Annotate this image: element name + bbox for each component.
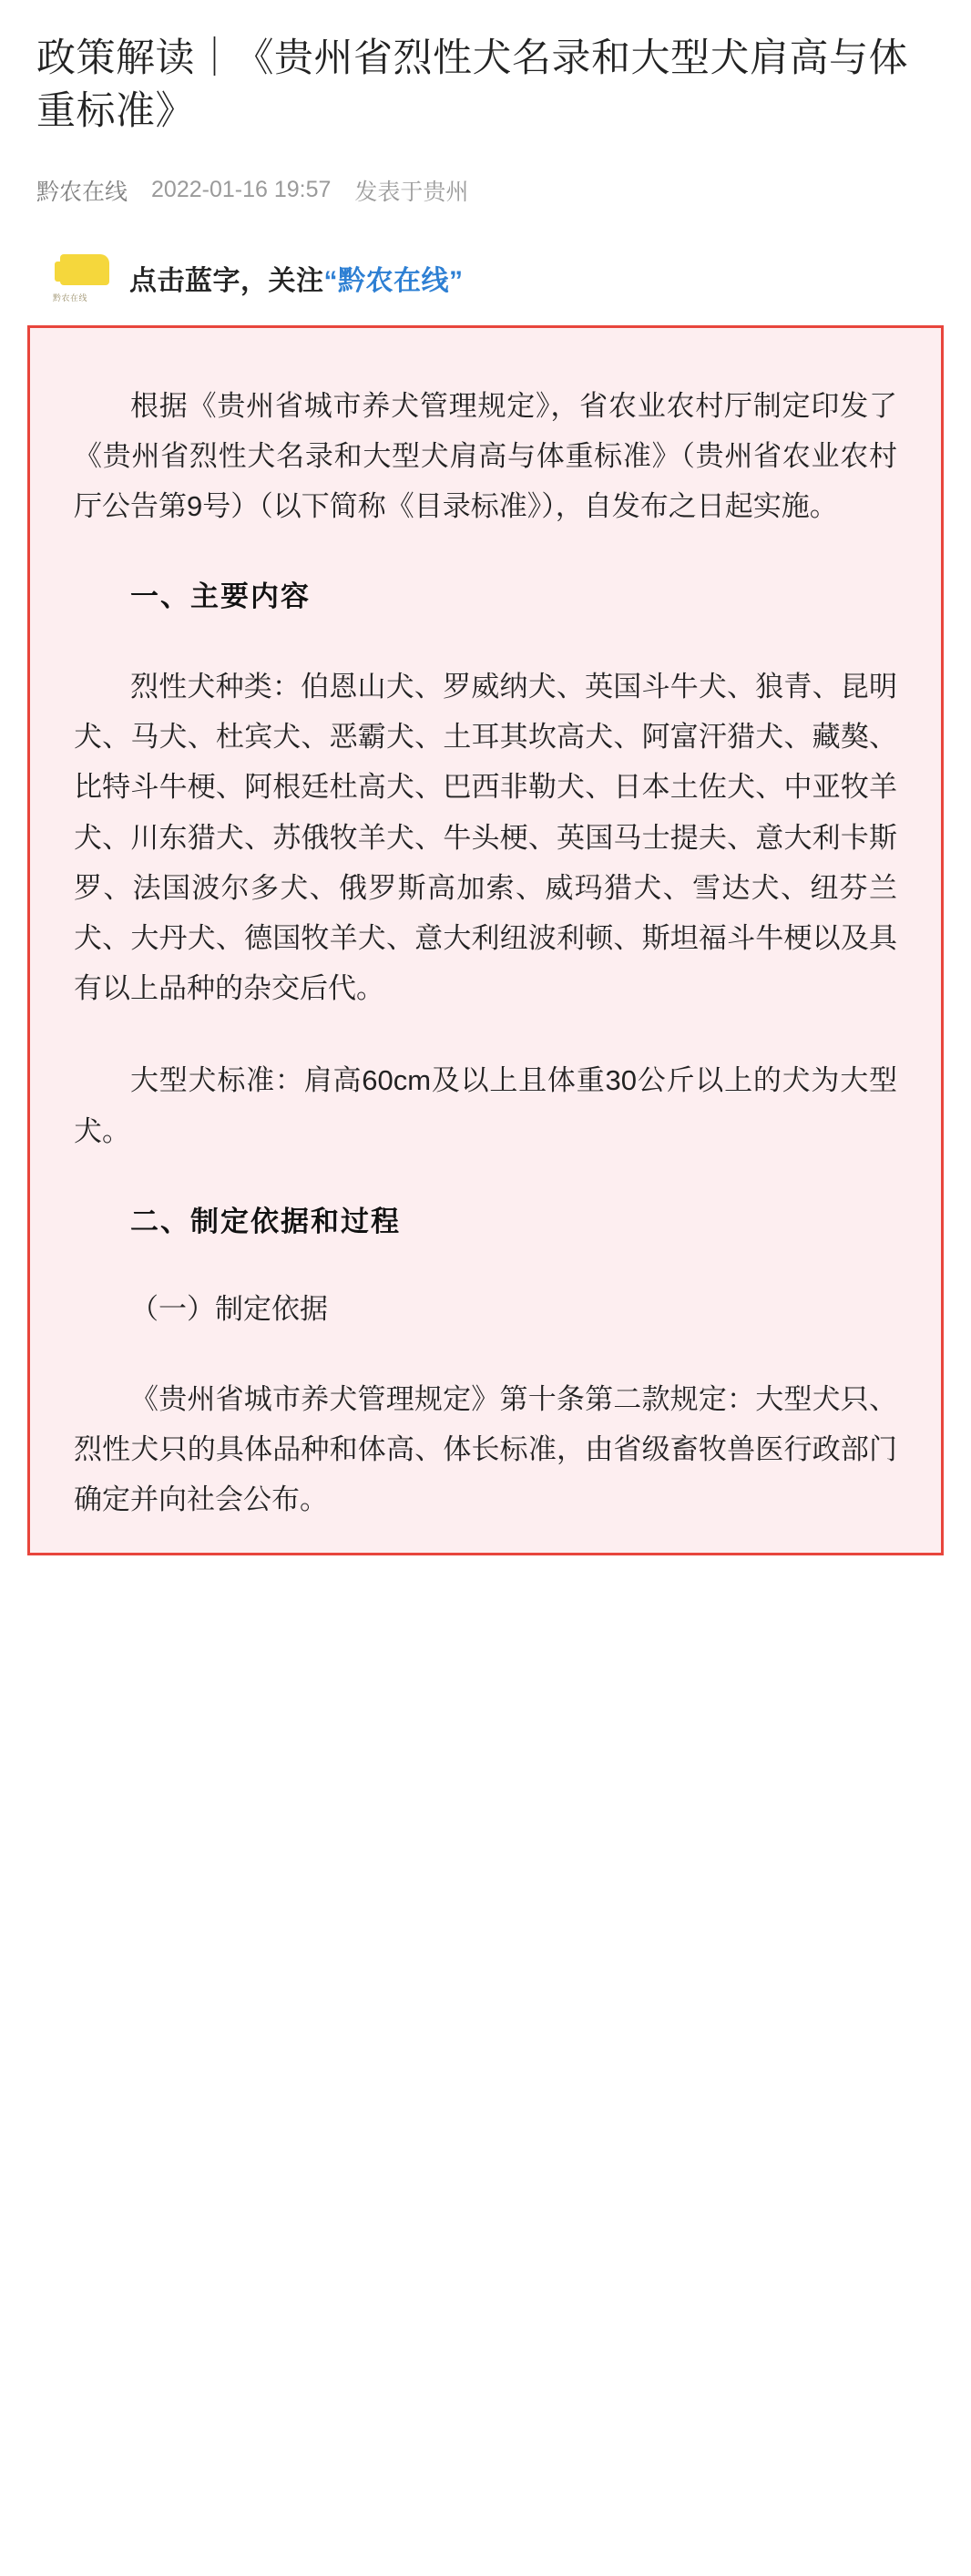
paragraph-breed-list: 烈性犬种类：伯恩山犬、罗威纳犬、英国斗牛犬、狼青、昆明犬、马犬、杜宾犬、恶霸犬、土耳其坎高犬、阿富汗猎犬、藏獒、比特斗牛梗、阿根廷杜高犬、巴西非勒犬、日本土佐犬、中亚牧羊犬、川东猎犬、苏俄牧羊犬、牛头梗、英国马士提夫、意大利卡斯罗、法国波尔多犬、俄罗斯高加索、威玛猎犬、雪达犬、纽芬兰犬、大丹犬、德国牧羊犬、意大利纽波利顿、斯坦福斗牛梗以及具有以上品种的杂交后代。: [74, 671, 897, 1005]
article-header: [0, 0, 971, 207]
paragraph-intro: 根据《贵州省城市养犬管理规定》，省农业农村厅制定印发了《贵州省烈性犬名录和大型犬肩高与体重标准》（贵州省农业农村厅公告第9号）（以下简称《目录标准》），自发布之日起实施。: [74, 389, 897, 523]
logo-caption: 黔农在线: [53, 292, 88, 303]
author-name[interactable]: 黔农在线: [36, 179, 128, 205]
article-meta: [36, 174, 935, 207]
page-title: 政策解读｜《贵州省烈性犬名录和大型犬肩高与体重标准》: [36, 37, 908, 134]
publish-location: 发表于贵州: [354, 179, 469, 205]
follow-callout-text: [129, 258, 464, 298]
publish-datetime: 2022-01-16 19:57: [151, 177, 332, 203]
follow-callout-prefix: 点击蓝字，关注: [129, 265, 324, 296]
highlight-box-inner: [30, 328, 941, 1553]
article-body: [0, 254, 971, 1592]
logo-shape: [60, 254, 109, 285]
paragraph-legal-basis: 《贵州省城市养犬管理规定》第十条第二款规定：大型犬只、烈性犬只的具体品种和体高、体长标准，由省级畜牧兽医行政部门确定并向社会公布。: [74, 1383, 897, 1516]
follow-callout-link[interactable]: “黔农在线”: [323, 265, 464, 296]
sub-heading-1: （一）制定依据: [130, 1293, 328, 1326]
highlight-box: [27, 325, 944, 1555]
section-heading-2: 二、制定依据和过程: [130, 1205, 401, 1237]
paragraph-large-dog-standard: 大型犬标准：肩高60cm及以上且体重30公斤以上的犬为大型犬。: [74, 1064, 897, 1147]
follow-callout[interactable]: [27, 254, 944, 325]
brand-logo-icon: [53, 254, 113, 302]
section-heading-1: 一、主要内容: [130, 580, 311, 613]
